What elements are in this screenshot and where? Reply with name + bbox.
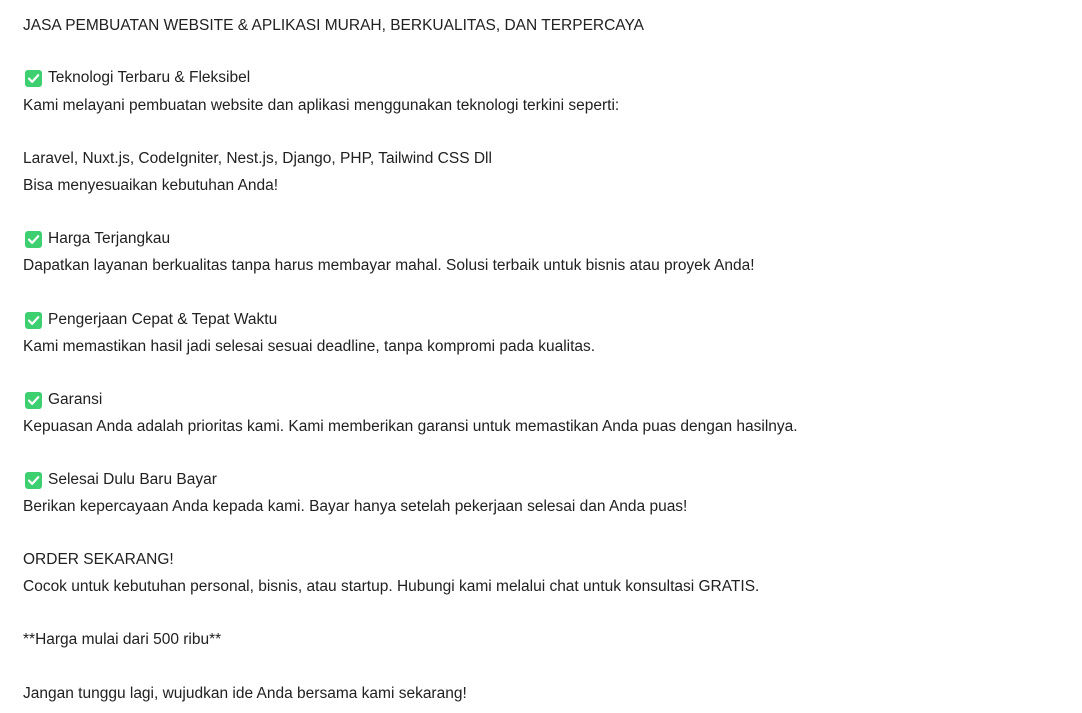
headline: JASA PEMBUATAN WEBSITE & APLIKASI MURAH, BERKUALITAS, DAN TERPERCAYA [23, 17, 645, 34]
cta-title: ORDER SEKARANG! [23, 551, 174, 568]
check-box-icon [25, 472, 42, 489]
feature-text: Bisa menyesuaikan kebutuhan Anda! [23, 177, 279, 194]
feature-text: Kami melayani pembuatan website dan aplikasi menggunakan teknologi terkini seperti: [23, 97, 620, 114]
feature-title-teknologi [23, 68, 250, 88]
feature-title-text: Harga Terjangkau [48, 230, 171, 247]
check-box-icon [25, 312, 42, 329]
feature-title-selesai [23, 470, 217, 490]
feature-text: Laravel, Nuxt.js, CodeIgniter, Nest.js, Django, PHP, Tailwind CSS Dll [23, 150, 492, 167]
feature-text: Kami memastikan hasil jadi selesai sesuai deadline, tanpa kompromi pada kualitas. [23, 338, 596, 355]
feature-title-garansi [23, 390, 102, 410]
check-box-icon [25, 231, 42, 248]
feature-title-text: Selesai Dulu Baru Bayar [48, 471, 217, 488]
feature-title-text: Teknologi Terbaru & Fleksibel [48, 69, 251, 86]
cta-text: Cocok untuk kebutuhan personal, bisnis, atau startup. Hubungi kami melalui chat untuk konsultasi GRATIS. [23, 578, 760, 595]
feature-text: Dapatkan layanan berkualitas tanpa harus membayar mahal. Solusi terbaik untuk bisnis atau proyek Anda! [23, 257, 755, 274]
feature-title-harga [23, 229, 170, 249]
feature-title-text: Pengerjaan Cepat & Tepat Waktu [48, 311, 278, 328]
closing-text: Jangan tunggu lagi, wujudkan ide Anda bersama kami sekarang! [23, 685, 467, 702]
feature-text: Berikan kepercayaan Anda kepada kami. Bayar hanya setelah pekerjaan selesai dan Anda puas! [23, 498, 688, 515]
check-box-icon [25, 70, 42, 87]
feature-text: Kepuasan Anda adalah prioritas kami. Kami memberikan garansi untuk memastikan Anda puas dengan hasilnya. [23, 418, 798, 435]
feature-title-pengerjaan [23, 310, 277, 330]
check-box-icon [25, 392, 42, 409]
feature-title-text: Garansi [48, 391, 103, 408]
price-note: **Harga mulai dari 500 ribu** [23, 631, 222, 648]
